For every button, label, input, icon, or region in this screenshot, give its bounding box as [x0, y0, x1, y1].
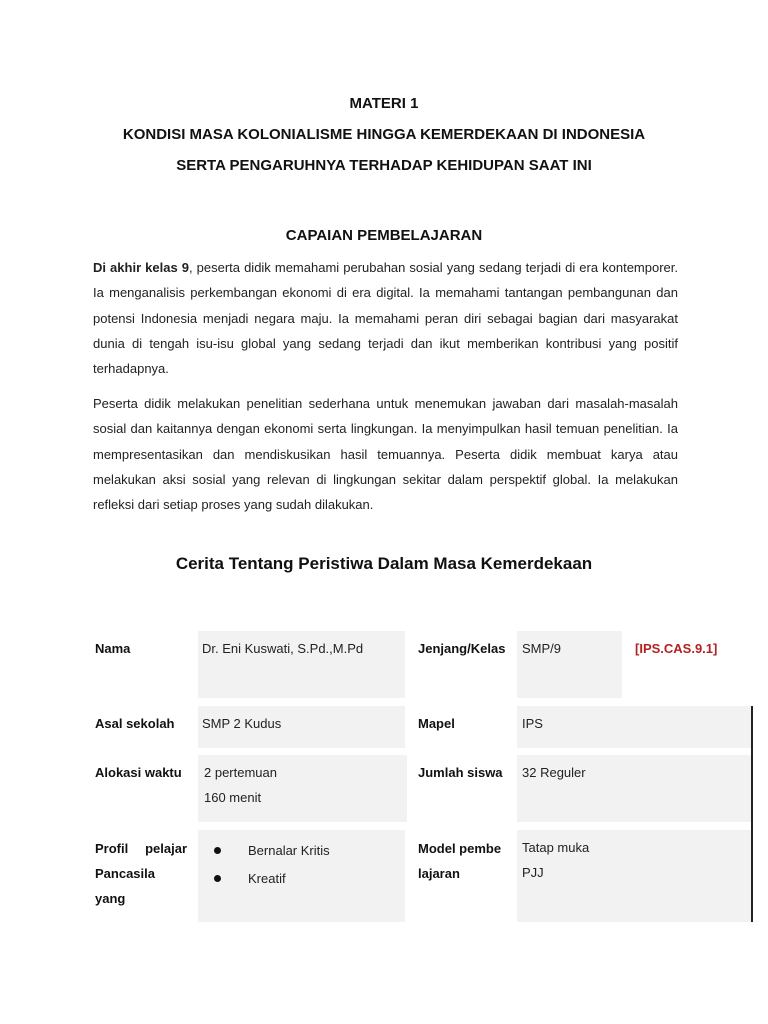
bullet-icon	[214, 847, 221, 854]
jenjang-label: Jenjang/Kelas	[418, 641, 506, 656]
asal-label: Asal sekolah	[95, 716, 175, 731]
jumlah-value-cell	[517, 755, 751, 822]
profil-list	[198, 830, 405, 892]
model-value-2: PJJ	[522, 865, 544, 880]
asal-value-cell	[198, 706, 405, 748]
model-value-cell	[517, 830, 751, 922]
jenjang-value-cell	[517, 631, 622, 698]
story-heading: Cerita Tentang Peristiwa Dalam Masa Kemerdekaan	[175, 554, 593, 573]
capaian-heading: CAPAIAN PEMBELAJARAN	[285, 227, 483, 244]
nama-value: Dr. Eni Kuswati, S.Pd.,M.Pd	[202, 641, 364, 656]
code-label: [IPS.CAS.9.1]	[635, 641, 718, 656]
profil-value-cell	[198, 830, 405, 922]
bullet-icon	[214, 875, 221, 882]
list-item	[198, 864, 405, 892]
model-value-1: Tatap muka	[522, 840, 590, 855]
alokasi-value-1: 2 pertemuan	[204, 765, 277, 780]
capaian-paragraph-1	[93, 255, 678, 381]
nama-label: Nama	[95, 641, 131, 656]
alokasi-value-2: 160 menit	[204, 790, 262, 805]
title-line-1: MATERI 1	[349, 95, 419, 112]
document-title	[0, 88, 768, 181]
mapel-value-cell	[517, 706, 751, 748]
asal-value: SMP 2 Kudus	[202, 716, 282, 731]
capaian-paragraph-1-lead: Di akhir kelas 9	[93, 260, 189, 275]
jumlah-label: Jumlah siswa	[418, 765, 503, 780]
table-right-border	[751, 706, 753, 922]
jenjang-value: SMP/9	[522, 641, 562, 656]
list-item	[198, 836, 405, 864]
title-line-3: SERTA PENGARUHNYA TERHADAP KEHIDUPAN SAAT INI	[176, 157, 592, 174]
alokasi-value-cell	[198, 755, 407, 822]
profil-item-1: Bernalar Kritis	[248, 842, 330, 858]
alokasi-label: Alokasi waktu	[95, 765, 182, 780]
capaian-paragraph-2: Peserta didik melakukan penelitian sederhana untuk menemukan jawaban dari masalah-masalah sosial dan kaitannya dengan ekonomi serta lingkungan. Ia menyimpulkan hasil temuan penelitian. Ia mempresentasikan dan mendiskusikan hasil temuannya. Peserta didik membuat karya atau melakukan aksi sosial yang relevan di lingkungan sekitar dalam perspektif global. Ia melakukan refleksi dari setiap proses yang sudah dilakukan.	[93, 396, 678, 513]
jumlah-value: 32 Reguler	[522, 765, 586, 780]
title-line-2: KONDISI MASA KOLONIALISME HINGGA KEMERDEKAAN DI INDONESIA	[122, 126, 646, 143]
nama-value-cell	[198, 631, 405, 698]
mapel-label: Mapel	[418, 716, 455, 731]
profil-label: Profil pelajar Pancasila yang	[95, 841, 187, 906]
mapel-value: IPS	[522, 716, 543, 731]
model-label: Model pembelajaran	[418, 841, 502, 881]
capaian-paragraph-1-body: , peserta didik memahami perubahan sosial yang sedang terjadi di era kontemporer. Ia menganalisis perkembangan ekonomi di era digital. Ia memahami tantangan pembangunan dan potensi Indonesia menjadi negara maju. Ia memahami peran diri sebagai bagian dari masyarakat dunia di tengah isu-isu global yang sedang terjadi dan ikut memberikan kontribusi yang positif terhadapnya.	[93, 260, 679, 377]
profil-item-2: Kreatif	[248, 870, 286, 886]
